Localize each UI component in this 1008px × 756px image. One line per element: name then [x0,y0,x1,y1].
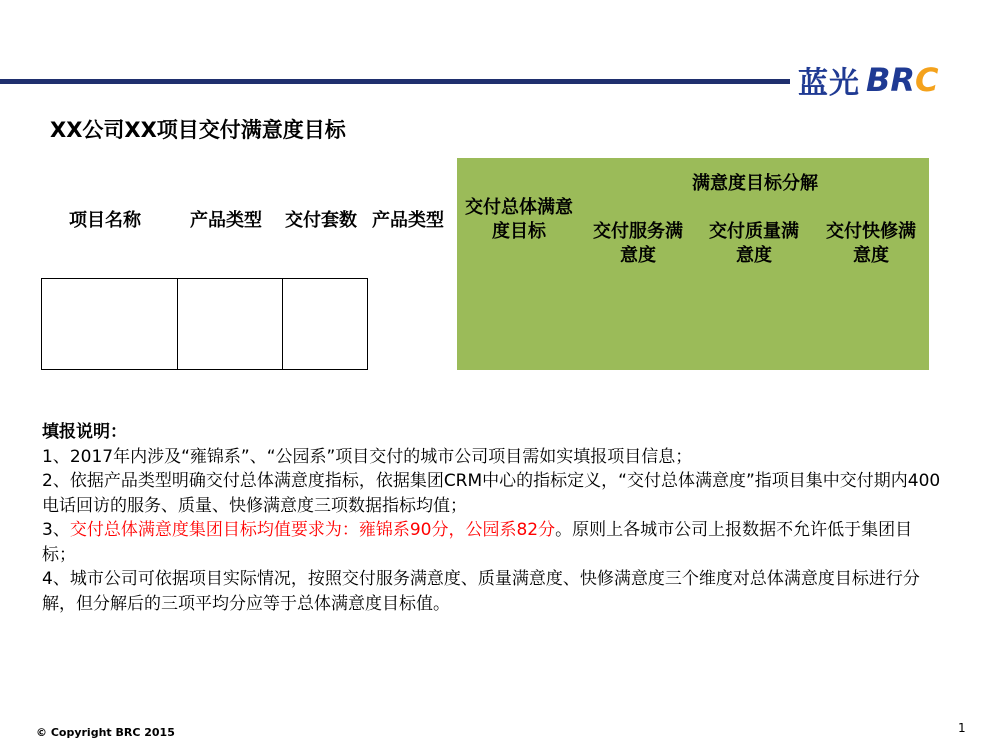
logo-chinese-text: 蓝光 [798,66,860,101]
instructions-heading: 填报说明： [42,422,127,442]
quality-satisfaction-label: 交付质量满意度 [709,221,799,266]
header-product-type: 产品类型 [190,210,262,231]
header-delivery-units: 交付套数 [285,210,357,231]
repair-satisfaction-label: 交付快修满意度 [826,221,916,266]
overall-satisfaction-target-label: 交付总体满意度目标 [465,197,573,242]
service-satisfaction-label: 交付服务满意度 [593,221,683,266]
grid-cell-product-type[interactable] [178,279,283,369]
copyright-footer: © Copyright BRC 2015 [36,726,175,739]
instruction-item-3-highlight: 交付总体满意度集团目标均值要求为：雍锦系90分，公园系82分 [69,520,556,540]
logo-br: BR [866,61,916,99]
instruction-item-1: 1、2017年内涉及“雍锦系”、“公园系”项目交付的城市公司项目需如实填报项目信息； [42,446,693,467]
instructions [42,420,942,616]
header-project-name: 项目名称 [69,210,141,231]
grid-cell-project-name[interactable] [42,279,178,369]
logo-c: C [915,61,939,99]
grid-cell-delivery-units[interactable] [283,279,367,369]
page-number: 1 [958,721,966,735]
breakdown-title: 满意度目标分解 [692,173,818,194]
instruction-item-4: 4、城市公司可依据项目实际情况，按照交付服务满意度、质量满意度、快修满意度三个维度对总体满意度目标进行分解，但分解后的三项平均分应等于总体满意度目标值。 [42,569,920,614]
instruction-item-3-prefix: 3、 [42,520,70,540]
instruction-item-3-rest: 。原则上各城市公司上报数据不允许低于集团目标； [42,520,913,565]
header-rule [0,79,790,84]
logo-english-text [866,61,939,99]
instruction-item-3 [42,518,942,567]
page-title: XX公司XX项目交付满意度目标 [50,118,346,142]
instruction-item-2: 2、依据产品类型明确交付总体满意度指标，依据集团CRM中心的指标定义，“交付总体满意度”指项目集中交付期内400电话回访的服务、质量、快修满意度三项数据指标均值； [42,471,941,516]
header-product-type-2: 产品类型 [372,210,444,231]
brand-logo [798,58,939,102]
input-grid [41,278,368,370]
